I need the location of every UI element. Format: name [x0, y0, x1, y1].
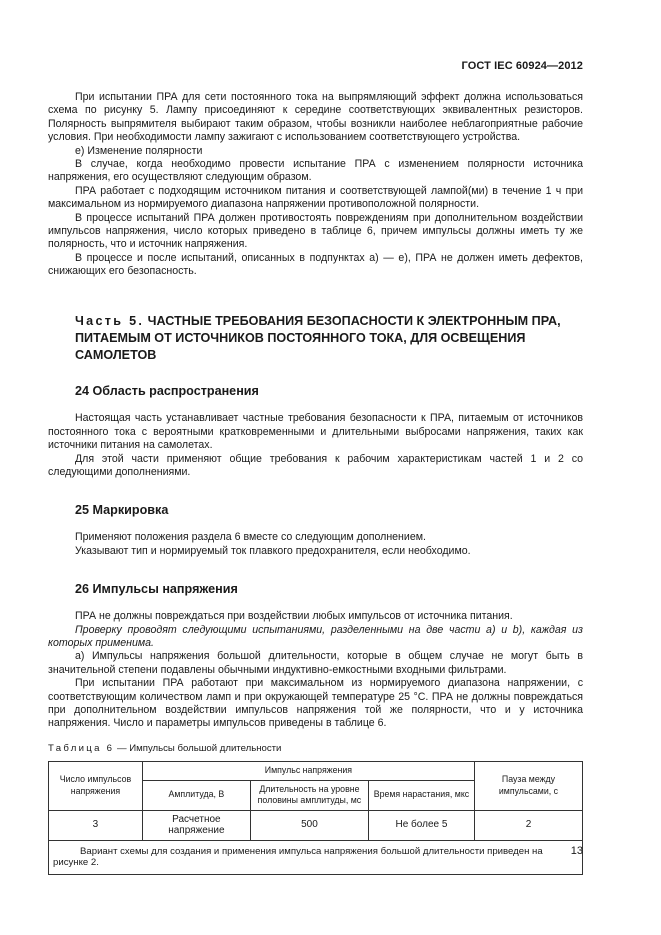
document-header: ГОСТ IEC 60924—2012 — [461, 60, 583, 72]
cell-amplitude: Расчетное напряжение — [142, 810, 250, 840]
page-content — [48, 91, 583, 875]
paragraph: В случае, когда необходимо провести испытание ПРА с изменением полярности источника напряжения, его осуществляют следующим образом. — [48, 158, 583, 184]
section-heading-25: 25 Маркировка — [75, 503, 169, 518]
paragraph: Настоящая часть устанавливает частные требования безопасности к ПРА, питаемым от источников постоянного тока с вероятными кратковременными и длительными выбросами напряжения, таких как источники питания на самолетах. — [48, 412, 583, 452]
paragraph: В процессе испытаний ПРА должен противостоять повреждениям при дополнительном воздействии импульсов напряжения, число которых приведено в таблице 6, причем импульсы должны иметь ту же полярность, что и источник напряжения. — [48, 211, 583, 251]
part-heading — [75, 313, 583, 365]
paragraph: е) Изменение полярности — [75, 144, 203, 157]
header-pause: Пауза между импульсами, с — [474, 762, 582, 811]
header-group: Импульс напряжения — [142, 762, 474, 781]
part-heading-prefix: Часть 5. — [75, 313, 145, 328]
paragraph: При испытании ПРА для сети постоянного тока на выпрямляющий эффект должна использоваться схема по рисунку 5. Лампу присоединяют к середине соответствующих эквивалентных резисторов. Полярность выпрямителя выбирают таким образом, чтобы возникли наиболее неблагоприятные рабочие условия. При необходимости лампу зажигают с использованием соответствующего устройства. — [48, 91, 583, 144]
cell-pause: 2 — [474, 810, 582, 840]
paragraph: ПРА не должны повреждаться при воздействии любых импульсов от источника питания. — [75, 610, 513, 623]
cell-duration: 500 — [250, 810, 368, 840]
paragraph: В процессе и после испытаний, описанных в подпунктах а) — е), ПРА не должен иметь дефектов, снижающих его безопасность. — [48, 251, 583, 278]
table-note: Вариант схемы для создания и применения импульса напряжения большой длительности приведен на рисунке 2. — [49, 840, 583, 874]
section-heading-24: 24 Область распространения — [75, 384, 259, 399]
header-count: Число импульсов напряжения — [49, 762, 143, 811]
page-number: 13 — [570, 845, 583, 857]
table-caption — [48, 742, 583, 755]
part-heading-title: ЧАСТНЫЕ ТРЕБОВАНИЯ БЕЗОПАСНОСТИ К ЭЛЕКТРОННЫМ ПРА, ПИТАЕМЫМ ОТ ИСТОЧНИКОВ ПОСТОЯННОГО ТОКА, ДЛЯ ОСВЕЩЕНИЯ САМОЛЕТОВ — [75, 313, 561, 363]
paragraph: При испытании ПРА работают при максимальном из нормируемого диапазона напряжении, с соответствующим количеством ламп и при окружающей температуре 25 °С. ПРА не должны повреждаться при дополнительном воздействии импульсов напряжения той же полярности, что и у источника напряжения. Число и параметры импульсов приведены в таблице 6. — [48, 677, 583, 730]
paragraph: Применяют положения раздела 6 вместе со следующим дополнением. — [75, 531, 426, 544]
paragraph: Указывают тип и нормируемый ток плавкого предохранителя, если необходимо. — [75, 544, 471, 557]
cell-count: 3 — [49, 810, 143, 840]
table-row — [49, 810, 583, 840]
table-caption-text: — Импульсы большой длительности — [114, 742, 282, 754]
pulse-table — [48, 761, 583, 875]
paragraph: Для этой части применяют общие требования к рабочим характеристикам частей 1 и 2 со следующими дополнениями. — [48, 452, 583, 478]
cell-rise: Не более 5 — [368, 810, 474, 840]
header-amplitude: Амплитуда, В — [142, 780, 250, 810]
table-caption-prefix: Таблица 6 — [48, 742, 115, 754]
table-header-row — [49, 762, 583, 781]
paragraph-italic: Проверку проводят следующими испытаниями, разделенными на две части а) и b), каждая из которых применима. — [48, 623, 583, 649]
section-heading-26: 26 Импульсы напряжения — [75, 582, 238, 597]
paragraph: ПРА работает с подходящим источником питания и соответствующей лампой(ми) в течение 1 ч при максимальном из нормируемого диапазона напряжении противоположной полярности. — [48, 184, 583, 211]
table-note-row — [49, 840, 583, 874]
header-duration: Длительность на уровне половины амплитуды, мс — [250, 780, 368, 810]
header-rise: Время нарастания, мкс — [368, 780, 474, 810]
paragraph: а) Импульсы напряжения большой длительности, которые в общем случае не могут быть в значительной степени подавлены обычными индуктивно-емкостными входными фильтрами. — [48, 650, 583, 676]
